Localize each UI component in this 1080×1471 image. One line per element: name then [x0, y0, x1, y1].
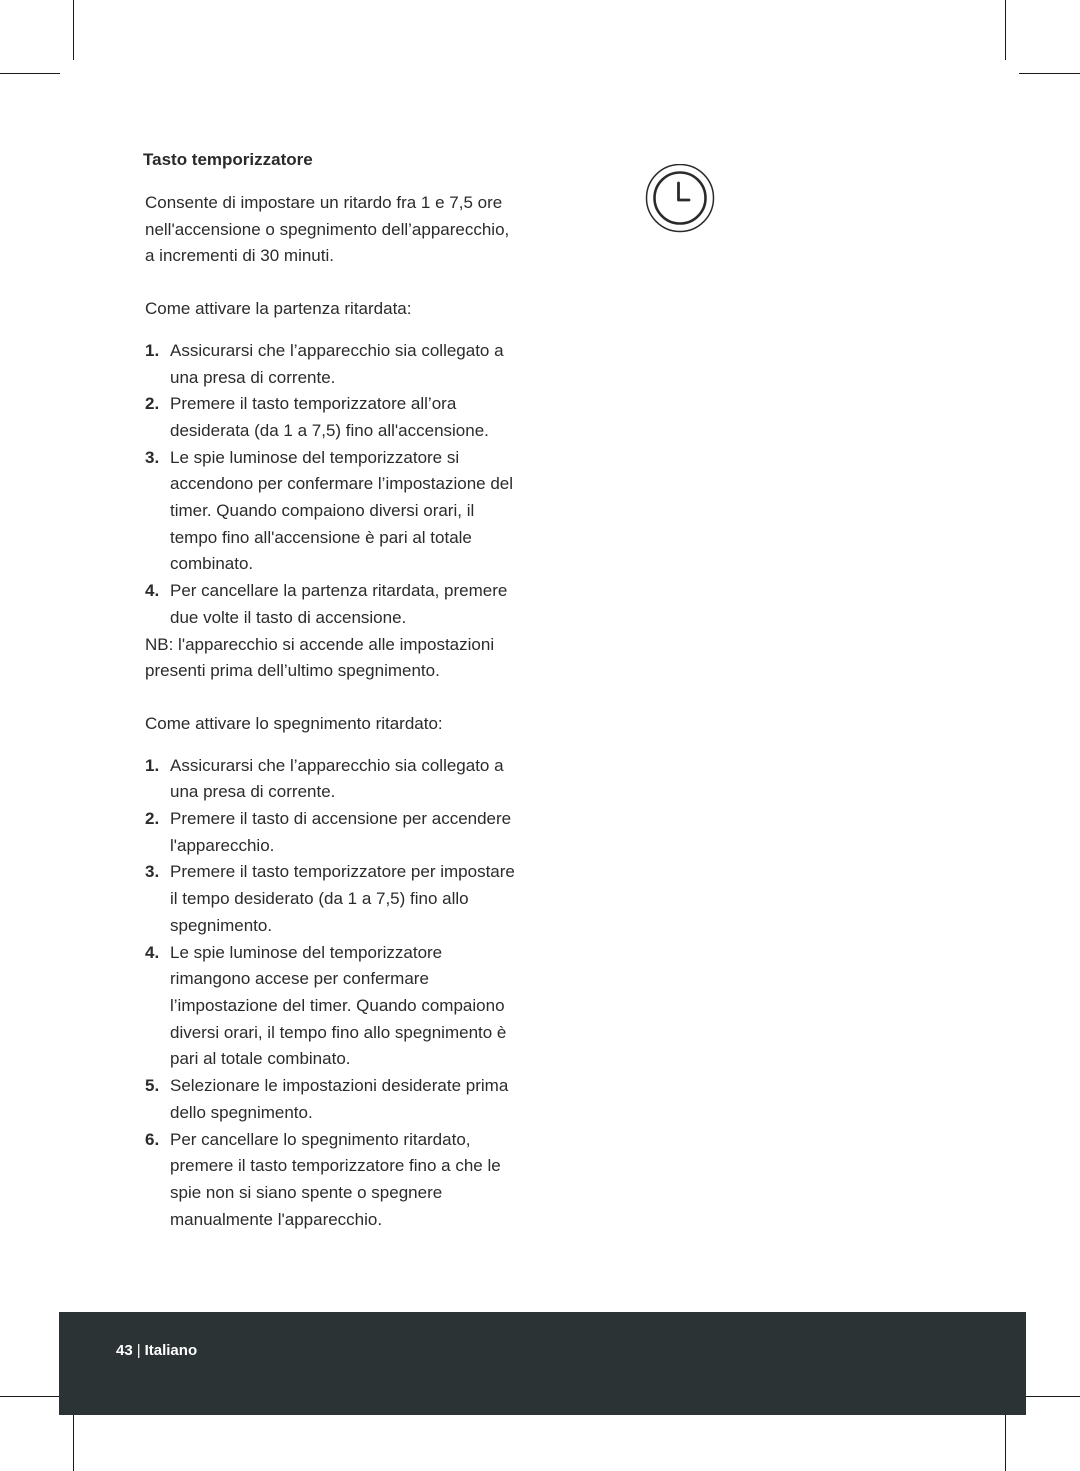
footer-separator: | [136, 1342, 141, 1359]
step-line: Per cancellare la partenza ritardata, premere [170, 581, 508, 601]
step-line: tempo fino all'accensione è pari al totale [170, 527, 472, 547]
note-paragraph [145, 632, 545, 685]
note-line: presenti prima dell’ultimo spegnimento. [145, 661, 440, 681]
step-item [145, 753, 545, 806]
step-line: il tempo desiderato (da 1 a 7,5) fino allo [170, 889, 469, 909]
step-number: 4. [145, 942, 160, 962]
step-item [145, 391, 545, 444]
step-number: 4. [145, 581, 160, 601]
step-item [145, 806, 545, 859]
crop-mark-bottom-right-vertical [1005, 1410, 1006, 1471]
step-item [145, 578, 545, 631]
step-line: spie non si siano spente o spegnere [170, 1182, 443, 1202]
step-line: spegnimento. [170, 915, 273, 935]
intro-line: a incrementi di 30 minuti. [145, 246, 334, 266]
step-line: dello spegnimento. [170, 1102, 313, 1122]
step-line: combinato. [170, 554, 254, 574]
step-line: premere il tasto temporizzatore fino a che le [170, 1156, 501, 1176]
step-item [145, 338, 545, 391]
section2-heading: Come attivare lo spegnimento ritardato: [145, 713, 443, 733]
crop-mark-top-right-horizontal [1019, 73, 1080, 74]
crop-mark-top-left-vertical [73, 0, 74, 60]
crop-mark-bottom-left-horizontal [0, 1396, 60, 1397]
step-line: Per cancellare lo spegnimento ritardato, [170, 1129, 471, 1149]
step-item [145, 445, 545, 579]
step-number: 2. [145, 394, 160, 414]
step-item [145, 1073, 545, 1126]
step-line: manualmente l'apparecchio. [170, 1209, 383, 1229]
step-line: Premere il tasto temporizzatore per impostare [170, 862, 515, 882]
step-line: Le spie luminose del temporizzatore si [170, 447, 460, 467]
step-item [145, 1127, 545, 1234]
step-line: diversi orari, il tempo fino allo spegnimento è [170, 1022, 507, 1042]
step-line: Assicurarsi che l’apparecchio sia collegato a [170, 340, 504, 360]
step-item [145, 859, 545, 939]
page-number: 43 [116, 1342, 133, 1359]
step-item [145, 940, 545, 1074]
intro-line: nell'accensione o spegnimento dell’apparecchio, [145, 219, 510, 239]
footer-language: Italiano [144, 1342, 198, 1359]
step-number: 1. [145, 755, 160, 775]
step-number: 3. [145, 447, 160, 467]
step-line: Selezionare le impostazioni desiderate prima [170, 1076, 509, 1096]
crop-mark-top-right-vertical [1005, 0, 1006, 60]
section1-steps [145, 338, 545, 632]
step-number: 3. [145, 862, 160, 882]
step-number: 1. [145, 340, 160, 360]
main-content [145, 148, 545, 1233]
footer-label [116, 1342, 197, 1360]
step-line: l’impostazione del timer. Quando compaiono [170, 995, 505, 1015]
step-number: 5. [145, 1076, 160, 1096]
step-line: una presa di corrente. [170, 782, 336, 802]
page-title: Tasto temporizzatore [143, 150, 313, 169]
step-line: Assicurarsi che l’apparecchio sia collegato a [170, 755, 504, 775]
step-line: timer. Quando compaiono diversi orari, il [170, 501, 475, 521]
crop-mark-top-left-horizontal [0, 73, 60, 74]
crop-mark-bottom-left-vertical [73, 1410, 74, 1471]
crop-mark-bottom-right-horizontal [1019, 1396, 1080, 1397]
step-line: Premere il tasto di accensione per accendere [170, 809, 512, 829]
step-line: due volte il tasto di accensione. [170, 607, 407, 627]
step-number: 2. [145, 809, 160, 829]
intro-paragraph [145, 190, 545, 270]
step-line: accendono per confermare l’impostazione del [170, 474, 514, 494]
step-line: Le spie luminose del temporizzatore [170, 942, 443, 962]
step-line: desiderata (da 1 a 7,5) fino all'accensione. [170, 420, 489, 440]
step-line: pari al totale combinato. [170, 1049, 351, 1069]
section2-steps [145, 753, 545, 1234]
step-number: 6. [145, 1129, 160, 1149]
page-footer [59, 1312, 1026, 1415]
step-line: Premere il tasto temporizzatore all’ora [170, 394, 457, 414]
step-line: una presa di corrente. [170, 367, 336, 387]
clock-icon [644, 164, 716, 236]
step-line: rimangono accese per confermare [170, 969, 429, 989]
section1-heading: Come attivare la partenza ritardata: [145, 299, 412, 319]
note-line: NB: l'apparecchio si accende alle impostazioni [145, 634, 495, 654]
intro-line: Consente di impostare un ritardo fra 1 e 7,5 ore [145, 193, 503, 212]
step-line: l'apparecchio. [170, 835, 275, 855]
